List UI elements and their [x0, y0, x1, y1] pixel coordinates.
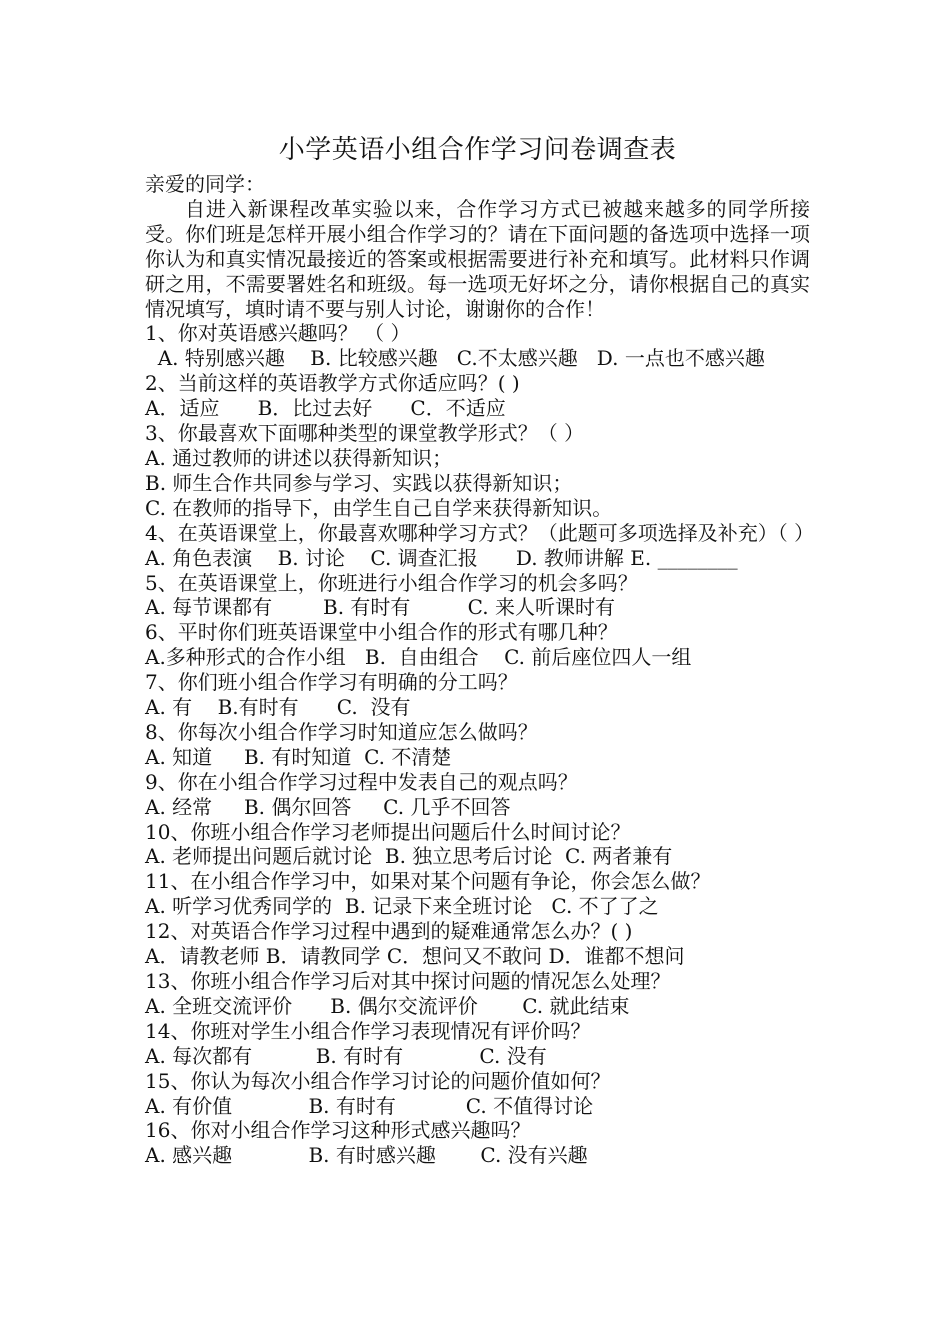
question-text: 13、你班小组合作学习后对其中探讨问题的情况怎么处理？ — [145, 969, 671, 993]
question-options: A．请教老师 B．请教同学 C．想问又不敢问 D．谁都不想问 — [145, 944, 685, 969]
question-options: A. 经常 B. 偶尔回答 C. 几乎不回答 — [145, 794, 511, 819]
question-options: A. 知道 B. 有时知道 C. 不清楚 — [145, 744, 452, 769]
question-text: 16、你对小组合作学习这种形式感兴趣吗？ — [145, 1118, 531, 1143]
question-text: 7、你们班小组合作学习有明确的分工吗？ — [145, 670, 518, 695]
question-options: A. 感兴趣 B. 有时感兴趣 C. 没有兴趣 — [145, 1143, 588, 1168]
question-options: A. 通过教师的讲述以获得新知识； — [145, 445, 453, 470]
question-text: 14、你班对学生小组合作学习表现情况有评价吗？ — [145, 1018, 591, 1043]
question-options: A．适应 B．比过去好 C．不适应 — [145, 396, 506, 421]
question-options: A. 角色表演 B. 讨论 C. 调查汇报 D. 教师讲解 E. ________ — [145, 545, 738, 570]
question-options: A. 老师提出问题后就讨论 B. 独立思考后讨论 C. 两者兼有 — [145, 844, 673, 869]
intro-paragraph: 自进入新课程改革实验以来，合作学习方式已被越来越多的同学所接受。你们班是怎样开展小组合作学习的？请在下面问题的备选项中选择一项你认为和真实情况最接近的答案或根据需要进行补充和填写。此材料只作调研之用，不需要署姓名和班级。每一选项无好坏之分，请你根据自己的真实情况填写，填时请不要与别人讨论，谢谢你的合作！ — [145, 196, 810, 321]
document-title: 小学英语小组合作学习问卷调查表 — [278, 135, 677, 165]
question-options: A. 有价值 B. 有时有 C. 不值得讨论 — [145, 1093, 594, 1118]
question-text: 2、当前这样的英语教学方式你适应吗？( ) — [145, 371, 520, 396]
question-text: 9、你在小组合作学习过程中发表自己的观点吗？ — [145, 769, 578, 794]
question-text: 4、在英语课堂上，你最喜欢哪种学习方式？（此题可多项选择及补充）（ ） — [145, 520, 815, 545]
question-options: A. 特别感兴趣 B. 比较感兴趣 C.不太感兴趣 D. 一点也不感兴趣 — [145, 346, 765, 371]
question-text: 12、对英语合作学习过程中遇到的疑难通常怎么办？( ) — [145, 919, 633, 944]
questionnaire-page — [145, 132, 815, 1168]
question-text: 11、在小组合作学习中，如果对某个问题有争论，你会怎么做？ — [145, 869, 711, 894]
question-text: 5、在英语课堂上，你班进行小组合作学习的机会多吗？ — [145, 570, 638, 595]
question-options: A. 全班交流评价 B. 偶尔交流评价 C. 就此结束 — [145, 993, 630, 1018]
question-text: 6、平时你们班英语课堂中小组合作的形式有哪几种？ — [145, 620, 618, 645]
question-text: 15、你认为每次小组合作学习讨论的问题价值如何？ — [145, 1068, 611, 1093]
question-options: C. 在教师的指导下，由学生自己自学来获得新知识。 — [145, 495, 613, 520]
question-list — [145, 321, 815, 1168]
question-options: A.多种形式的合作小组 B. 自由组合 C. 前后座位四人一组 — [145, 645, 692, 670]
question-text: 10、你班小组合作学习老师提出问题后什么时间讨论？ — [145, 819, 631, 844]
question-options: A. 有 B.有时有 C. 没有 — [145, 695, 411, 720]
question-text: 3、你最喜欢下面哪种类型的课堂教学形式？（ ） — [145, 421, 585, 446]
question-options: A. 听学习优秀同学的 B. 记录下来全班讨论 C. 不了了之 — [145, 894, 659, 919]
greeting: 亲爱的同学： — [145, 172, 265, 196]
question-options: A. 每次都有 B. 有时有 C. 没有 — [145, 1043, 547, 1068]
question-options: B. 师生合作共同参与学习、实践以获得新知识； — [145, 470, 573, 495]
question-text: 8、你每次小组合作学习时知道应怎么做吗？ — [145, 719, 538, 744]
question-options: A. 每节课都有 B. 有时有 C. 来人听课时有 — [145, 595, 615, 620]
question-text: 1、你对英语感兴趣吗？ （ ） — [145, 321, 411, 346]
